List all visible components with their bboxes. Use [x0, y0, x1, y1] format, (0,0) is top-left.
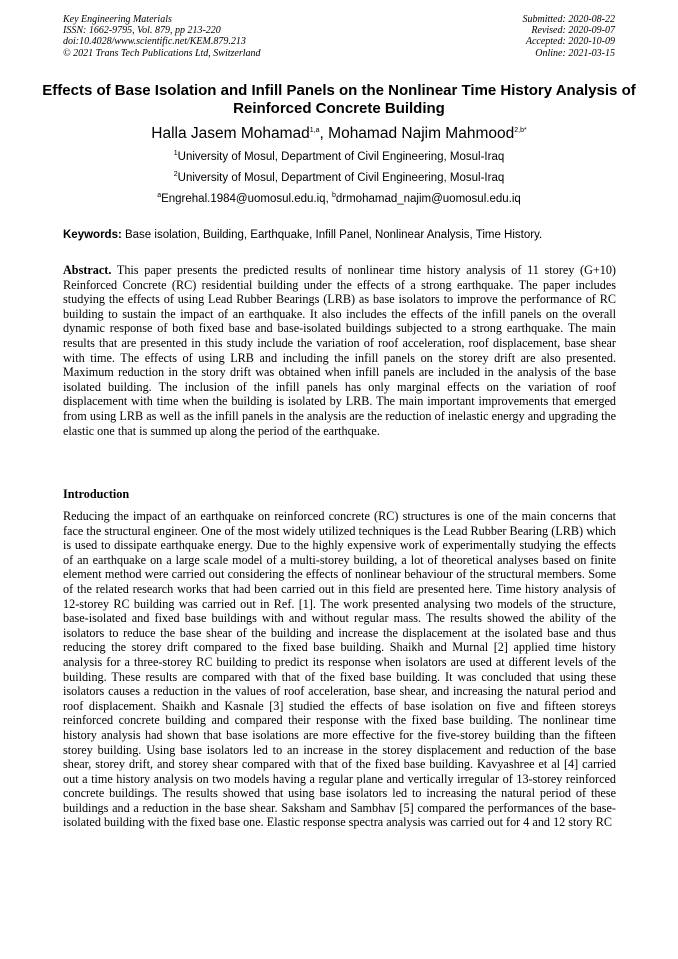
author-1-superscript: 1,a	[309, 126, 320, 134]
affiliation-1-superscript: 1	[173, 150, 178, 158]
affiliation-2-superscript: 2	[173, 171, 178, 179]
author-separator: ,	[319, 125, 329, 142]
revised-date: Revised: 2020-09-07	[531, 25, 615, 37]
author-2: Mohamad Najim Mahmood	[328, 125, 515, 142]
keywords-label: Keywords:	[63, 229, 122, 241]
keywords	[63, 228, 623, 242]
accepted-date: Accepted: 2020-10-09	[525, 36, 615, 48]
email-b: drmohamad_najim@uomosul.edu.iq	[335, 193, 521, 205]
submitted-date: Submitted: 2020-08-22	[522, 14, 615, 25]
email-a: Engrehal.1984@uomosul.edu.iq,	[161, 193, 332, 205]
journal-name: Key Engineering Materials	[63, 14, 172, 25]
journal-header	[63, 14, 261, 59]
online-date: Online: 2021-03-15	[535, 47, 615, 59]
affiliation-2-text: University of Mosul, Department of Civil Engineering, Mosul-Iraq	[177, 172, 505, 184]
email-a-superscript: a	[157, 192, 162, 200]
author-line	[0, 124, 678, 143]
author-2-superscript: 2,b*	[514, 126, 527, 134]
affiliation-1-text: University of Mosul, Department of Civil Engineering, Mosul-Iraq	[177, 151, 505, 163]
author-1: Halla Jasem Mohamad	[151, 125, 310, 142]
doi-line: doi:10.4028/www.scientific.net/KEM.879.213	[63, 36, 246, 48]
email-b-superscript: b	[331, 192, 336, 200]
abstract-label: Abstract.	[63, 263, 112, 277]
copyright-line: © 2021 Trans Tech Publications Ltd, Switzerland	[63, 47, 261, 59]
section-heading-introduction: Introduction	[63, 487, 130, 501]
introduction-paragraph: Reducing the impact of an earthquake on reinforced concrete (RC) structures is one of the main concerns that face the structural engineer. One of the most widely utilized techniques is the Lead Rubber Bearing (LRB) which is used to dissipate earthquake energy. Due to the highly expensive work of experimentally studying the effects of an earthquake on a large scale model of a multi-storey building, a lot of theoretical analyses based on finite element method were carried out considering the effects of nonlinear behaviour of the structural members. Some of the related research works that had been carried out in this field are presented here. Time history analysis of 12-storey RC building was carried out in Ref. [1]. The work presented analysing two models of the structure, base-isolated and fixed base buildings with and without regular mass. The results showed the ability of the isolators to reduce the base shear of the building and increase the displacement at the isolated base and thus reducing the storey drift compared to the fixed base building. Shaikh and Murnal [2] applied time history analysis for a three-storey RC building to predict its response when isolators are used at different levels of the building. These results are compared with that of the fixed base building. It was concluded that using these isolators causes a reduction in the values of roof acceleration, base shear, and increasing the natural period and roof displacement. Shaikh and Kasnale [3] studied the effects of base isolation on five and fifteen storeys reinforced concrete building and compared their response with the fixed base building. The nonlinear time history analysis had shown that base isolations are more effective for the five-storey building than the fifteen storey building. Using base isolators led to an increase in the storey displacement and reduction of the base shear, storey drift, and storey shear compared with that of the fixed base building. Kavyashree et al [4] carried out a time history analysis on two models having a regular plane and vertically irregular of 13-storey reinforced concrete buildings. The results showed that using base isolators led to increasing the natural period of these buildings and a reduction in the base shear. Saksham and Sambhav [5] compared the performances of the base-isolated building with the fixed base one. Elastic response spectra analysis was carried out for 4 and 12 story RC	[63, 509, 616, 830]
affiliation-1	[0, 150, 678, 164]
issn-line: ISSN: 1662-9795, Vol. 879, pp 213-220	[63, 25, 221, 37]
paper-title: Effects of Base Isolation and Infill Panels on the Nonlinear Time History Analysis of Reinforced Concrete Building	[42, 82, 636, 117]
keywords-text: Base isolation, Building, Earthquake, Infill Panel, Nonlinear Analysis, Time History.	[121, 229, 543, 241]
abstract	[63, 263, 616, 438]
abstract-text: This paper presents the predicted results of nonlinear time history analysis of 11 storey (G+10) Reinforced Concrete (RC) residential building under the effects of a strong earthquake. The paper includes studying the effects of using Lead Rubber Bearings (LRB) as base isolators to improve the performance of RC building to sustain the impact of an earthquake. It also includes the effects of the infill panels on the overall dynamic response of both fixed base and base-isolated buildings subjected to a strong earthquake. The main results that are presented in this study include the variation of roof acceleration, roof displacement, base shear with time. The effects of using LRB and including the infill panels on the storey drift are also presented. Maximum reduction in the story drift was obtained when infill panels are included in the analysis of the base isolated building. The inclusion of the infill panels has only marginal effects on the variation of roof displacement with time when the building is isolated by LRB. The main important improvements that emerged from using LRB as well as the infill panels in the analysis are the reduction of inelastic energy and upgrading the elastic one that is summed up along the period of the earthquake.	[63, 263, 616, 438]
affiliation-2	[0, 171, 678, 185]
dates-header	[523, 14, 616, 59]
email-line	[0, 192, 678, 206]
